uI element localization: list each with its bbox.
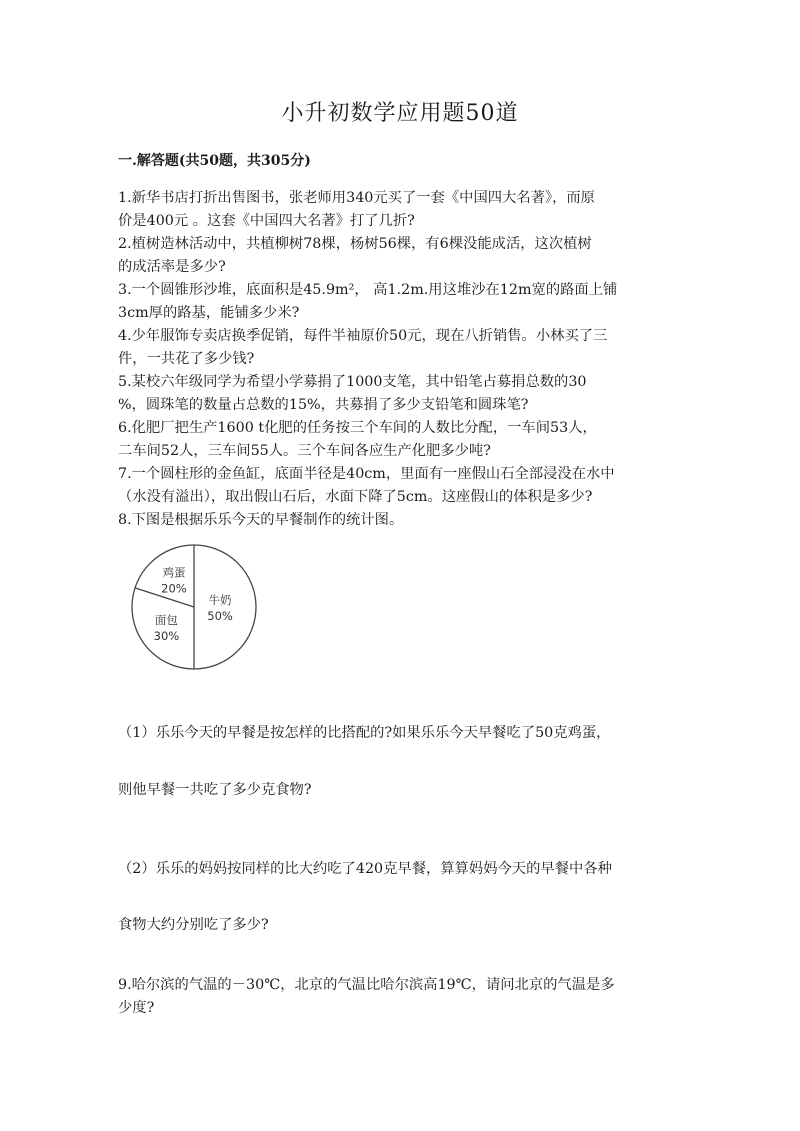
breakfast-pie-chart [130, 543, 258, 671]
question-8-line-1: 8.下图是根据乐乐今天的早餐制作的统计图。 [118, 512, 404, 528]
pie-slice-label-2: 鸡蛋 [162, 565, 186, 580]
question-4-line-2: 件，一共花了多少钱? [118, 351, 255, 367]
pie-slice-value-0: 50% [207, 609, 233, 623]
page-title: 小升初数学应用题50道 [281, 101, 519, 126]
pie-slice-value-2: 20% [161, 581, 187, 596]
question-8-sub2-line-1: （2）乐乐的妈妈按同样的比大约吃了420克早餐，算算妈妈今天的早餐中各种 [118, 861, 612, 877]
question-5-line-2: %，圆珠笔的数量占总数的15%，共募捐了多少支铅笔和圆珠笔? [118, 397, 529, 413]
question-4-line-1: 4.少年服饰专卖店换季促销，每件半袖原价50元，现在八折销售。小林买了三 [118, 328, 608, 344]
question-2-line-2: 的成活率是多少? [118, 259, 226, 275]
pie-slice-value-1: 30% [153, 629, 180, 644]
pie-slice-label-0: 牛奶 [208, 593, 232, 607]
question-1-line-1: 1.新华书店打折出售图书，张老师用340元买了一套《中国四大名著》，而原 [118, 190, 595, 206]
question-6-line-1: 6.化肥厂把生产1600 t化肥的任务按三个车间的人数比分配，一车间53人， [118, 420, 597, 436]
question-3-line-2: 3cm厚的路基，能铺多少米? [118, 305, 300, 321]
question-8-sub2-line-2: 食物大约分别吃了多少? [118, 917, 269, 933]
question-2-line-1: 2.植树造林活动中，共植柳树78棵，杨树56棵，有6棵没能成活，这次植树 [118, 236, 592, 252]
question-8-sub1-line-2: 则他早餐一共吃了多少克食物? [118, 782, 312, 798]
pie-svg [130, 543, 258, 671]
question-9-line-2: 少度? [118, 1000, 155, 1016]
question-6-line-2: 二车间52人，三车间55人。三个车间各应生产化肥多少吨? [118, 443, 491, 459]
question-7-line-1: 7.一个圆柱形的金鱼缸，底面半径是40cm，里面有一座假山石全部浸没在水中 [118, 466, 615, 482]
pie-slice-label-1: 面包 [154, 613, 178, 628]
question-7-line-2: （水没有溢出），取出假山石后，水面下降了5cm。这座假山的体积是多少? [118, 489, 593, 505]
question-3-line-1: 3.一个圆锥形沙堆，底面积是45.9m²， 高1.2m.用这堆沙在12m宽的路面上铺 [118, 282, 618, 298]
question-5-line-1: 5.某校六年级同学为希望小学募捐了1000支笔，其中铅笔占募捐总数的30 [118, 374, 587, 390]
section-heading: 一.解答题(共50题，共305分) [118, 153, 311, 169]
question-9-line-1: 9.哈尔滨的气温的－30℃，北京的气温比哈尔滨高19℃，请问北京的气温是多 [118, 977, 615, 993]
question-1-line-2: 价是400元 。这套《中国四大名著》打了几折? [118, 213, 415, 229]
question-8-sub1-line-1: （1）乐乐今天的早餐是按怎样的比搭配的?如果乐乐今天早餐吃了50克鸡蛋， [118, 725, 611, 741]
